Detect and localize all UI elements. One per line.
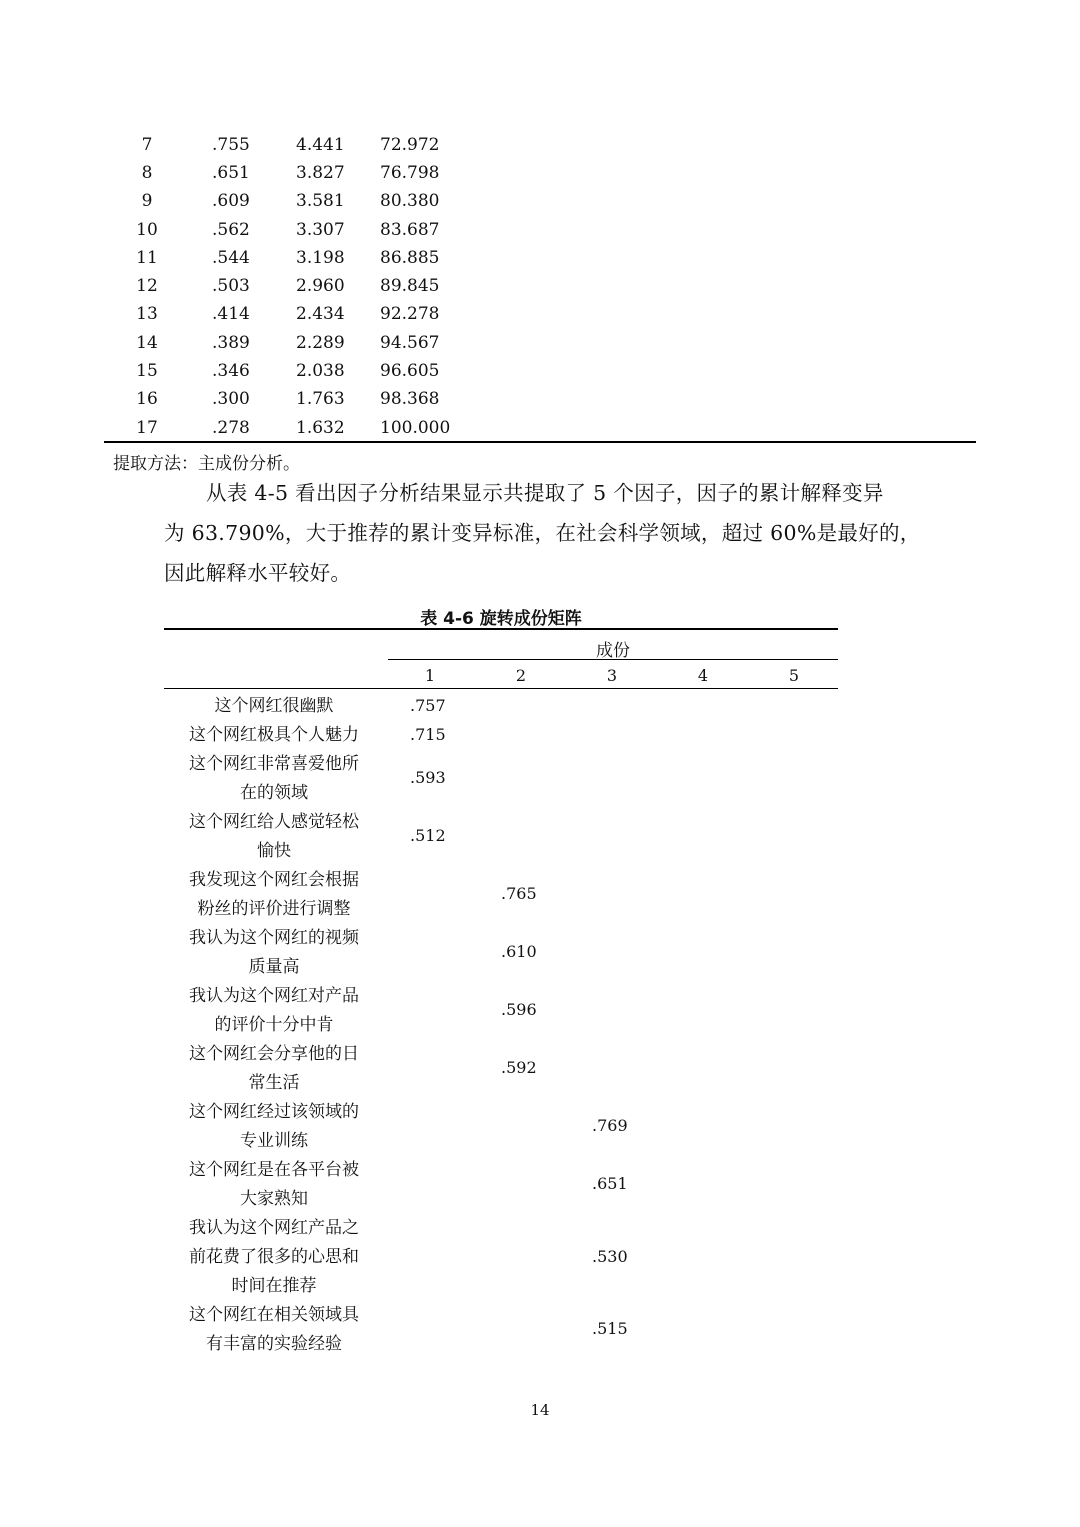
matrix-row	[164, 1098, 838, 1156]
table-row	[0, 304, 600, 332]
table-row	[0, 389, 600, 417]
total-cell: .562	[212, 220, 250, 240]
item-label-line: 这个网红在相关领域具	[189, 1305, 359, 1325]
variance-percent-cell: 3.581	[296, 191, 345, 211]
variance-percent-cell: 3.198	[296, 248, 345, 268]
cumulative-percent-cell: 94.567	[380, 333, 440, 353]
cumulative-percent-cell: 98.368	[380, 389, 440, 409]
component-cell: 8	[141, 163, 153, 183]
component-header-3: 3	[606, 666, 618, 685]
extraction-method-note: 提取方法：主成份分析。	[113, 454, 300, 474]
total-cell: .544	[212, 248, 250, 268]
total-cell: .346	[212, 361, 250, 381]
component-cell: 10	[136, 220, 158, 240]
table-row	[0, 220, 600, 248]
total-cell: .300	[212, 389, 250, 409]
item-label	[164, 1040, 384, 1098]
item-label-line: 常生活	[248, 1073, 300, 1093]
item-label-line: 前花费了很多的心思和	[189, 1247, 359, 1267]
cumulative-percent-cell: 72.972	[380, 135, 440, 155]
paragraph-line: 从表 4-5 看出因子分析结果显示共提取了 5 个因子，因子的累计解释变异	[206, 481, 884, 505]
item-label-line: 我认为这个网红的视频	[189, 928, 359, 948]
item-label-line: 的评价十分中肯	[214, 1015, 334, 1035]
component-cell: 16	[136, 389, 158, 409]
cumulative-percent-cell: 96.605	[380, 361, 440, 381]
component-cell: 15	[136, 361, 158, 381]
component-cell: 13	[136, 304, 158, 324]
matrix-row	[164, 750, 838, 808]
item-label	[164, 1098, 384, 1156]
cumulative-percent-cell: 80.380	[380, 191, 440, 211]
item-label-line: 这个网红极具个人魅力	[189, 725, 359, 745]
total-cell: .503	[212, 276, 250, 296]
component-cell: 7	[141, 135, 153, 155]
loading-value: .757	[410, 695, 446, 715]
table-bottom-rule	[104, 441, 976, 443]
component-header-1: 1	[424, 666, 436, 685]
table-row	[0, 248, 600, 276]
total-cell: .755	[212, 135, 250, 155]
component-cell: 12	[136, 276, 158, 296]
item-label	[164, 692, 384, 721]
component-cell: 14	[136, 333, 158, 353]
item-label-line: 这个网红非常喜爱他所	[189, 754, 359, 774]
page-number: 14	[530, 1401, 550, 1419]
group-header-rule	[388, 659, 838, 660]
matrix-row	[164, 1156, 838, 1214]
item-label-line: 时间在推荐	[231, 1276, 317, 1296]
item-label	[164, 924, 384, 982]
variance-percent-cell: 2.289	[296, 333, 345, 353]
item-label-line: 这个网红经过该领域的	[189, 1102, 359, 1122]
loading-value: .610	[501, 942, 537, 961]
paragraph-line: 为 63.790%，大于推荐的累计变异标准，在社会科学领域，超过 60%是最好的，	[164, 521, 921, 545]
item-label	[164, 982, 384, 1040]
table-row	[0, 135, 600, 163]
cumulative-percent-cell: 83.687	[380, 220, 440, 240]
loading-value: .651	[592, 1174, 628, 1193]
variance-percent-cell: 2.434	[296, 304, 345, 324]
component-cell: 11	[136, 248, 158, 268]
variance-percent-cell: 1.763	[296, 389, 345, 409]
loading-value: .592	[501, 1058, 537, 1077]
matrix-row	[164, 721, 838, 750]
item-label-line: 愉快	[257, 841, 291, 861]
cumulative-percent-cell: 92.278	[380, 304, 440, 324]
analysis-paragraph	[164, 473, 924, 593]
item-label-line: 我发现这个网红会根据	[189, 870, 359, 890]
matrix-row	[164, 1214, 838, 1301]
table-caption: 表 4-6 旋转成份矩阵	[420, 609, 582, 629]
loading-value: .515	[592, 1319, 628, 1338]
variance-percent-cell: 1.632	[296, 418, 345, 438]
component-header-2: 2	[515, 666, 527, 685]
item-label	[164, 1156, 384, 1214]
variance-percent-cell: 2.038	[296, 361, 345, 381]
total-cell: .609	[212, 191, 250, 211]
item-label	[164, 721, 384, 750]
item-label-line: 在的领域	[240, 783, 308, 803]
matrix-row	[164, 808, 838, 866]
component-cell: 17	[136, 418, 158, 438]
loading-value: .512	[410, 826, 446, 845]
item-label-line: 这个网红会分享他的日	[189, 1044, 359, 1064]
item-label	[164, 750, 384, 808]
loading-value: .765	[501, 884, 537, 903]
item-label-line: 专业训练	[240, 1131, 308, 1151]
matrix-row	[164, 1040, 838, 1098]
variance-percent-cell: 2.960	[296, 276, 345, 296]
total-cell: .414	[212, 304, 250, 324]
matrix-row	[164, 692, 838, 721]
paragraph-line: 因此解释水平较好。	[164, 561, 352, 585]
matrix-row	[164, 924, 838, 982]
matrix-row	[164, 866, 838, 924]
cumulative-percent-cell: 76.798	[380, 163, 440, 183]
loading-value: .530	[592, 1246, 628, 1266]
item-label-line: 我认为这个网红产品之	[189, 1218, 359, 1238]
variance-percent-cell: 4.441	[296, 135, 345, 155]
total-cell: .389	[212, 333, 250, 353]
loading-value: .593	[410, 768, 446, 787]
item-label-line: 质量高	[248, 957, 300, 977]
item-label	[164, 1301, 384, 1359]
total-cell: .651	[212, 163, 250, 183]
variance-percent-cell: 3.307	[296, 220, 345, 240]
table-row	[0, 191, 600, 219]
component-header-5: 5	[788, 666, 800, 685]
variance-percent-cell: 3.827	[296, 163, 345, 183]
table-row	[0, 333, 600, 361]
item-label-line: 这个网红是在各平台被	[189, 1160, 359, 1180]
total-cell: .278	[212, 418, 250, 438]
item-label	[164, 866, 384, 924]
item-label-line: 这个网红给人感觉轻松	[189, 812, 359, 832]
table-row	[0, 276, 600, 304]
item-label-line: 粉丝的评价进行调整	[197, 899, 351, 919]
matrix-row	[164, 982, 838, 1040]
cumulative-percent-cell: 89.845	[380, 276, 440, 296]
loading-value: .769	[592, 1116, 628, 1135]
loading-value: .596	[501, 1000, 537, 1019]
loading-value: .715	[410, 724, 446, 744]
table-top-rule	[164, 628, 838, 630]
item-label-line: 我认为这个网红对产品	[189, 986, 359, 1006]
item-label-line: 这个网红很幽默	[214, 696, 334, 716]
table-row	[0, 163, 600, 191]
component-group-header: 成份	[596, 641, 630, 661]
component-header-4: 4	[697, 666, 709, 685]
header-bottom-rule	[164, 688, 838, 689]
item-label-line: 有丰富的实验经验	[206, 1334, 342, 1354]
matrix-row	[164, 1301, 838, 1359]
cumulative-percent-cell: 100.000	[380, 418, 451, 438]
item-label	[164, 808, 384, 866]
component-cell: 9	[141, 191, 153, 211]
cumulative-percent-cell: 86.885	[380, 248, 440, 268]
item-label	[164, 1214, 384, 1301]
table-row	[0, 361, 600, 389]
item-label-line: 大家熟知	[240, 1189, 308, 1209]
